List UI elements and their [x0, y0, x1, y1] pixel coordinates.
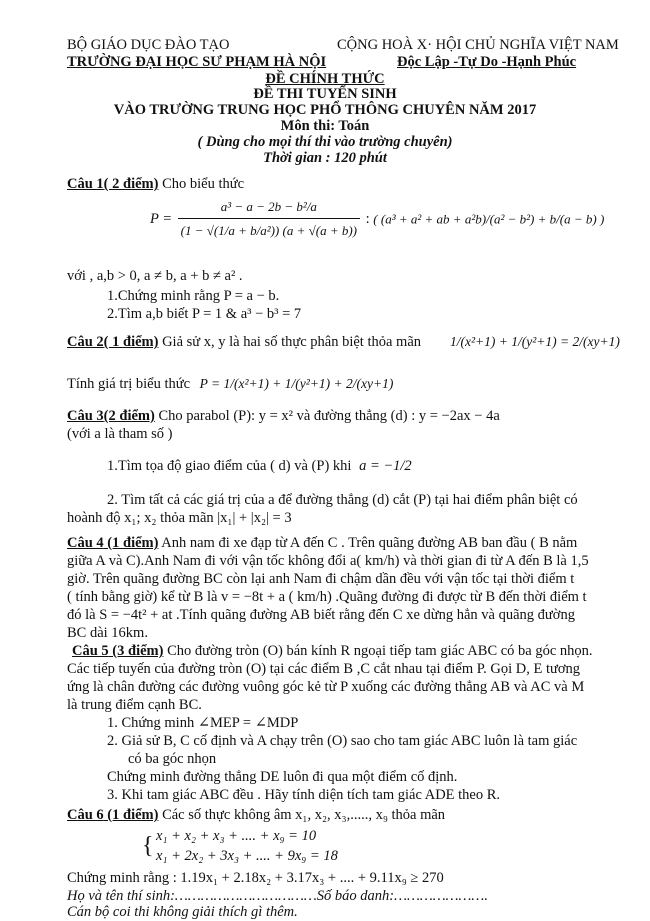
question-2-compute-label: Tính giá trị biểu thức	[67, 376, 191, 392]
question-2-condition: 1/(x²+1) + 1/(y²+1) = 2/(xy+1)	[450, 334, 620, 349]
question-3-item-1-text: 1.Tìm tọa độ giao điểm của ( d) và (P) khi	[107, 458, 352, 474]
exam-time: Thời gian : 120 phút	[263, 150, 387, 166]
system-brace: {	[142, 833, 154, 859]
question-3-a-value: a = −1/2	[359, 458, 412, 474]
question-3-heading	[67, 408, 500, 425]
question-1-condition: với , a,b > 0, a ≠ b, a + b ≠ a² .	[67, 268, 243, 284]
question-1-label: Câu 1	[67, 176, 104, 192]
exam-title: ĐỀ THI TUYỂN SINH	[253, 86, 397, 102]
formula-p-lhs: P =	[150, 211, 173, 227]
ministry-name: BỘ GIÁO DỤC ĐÀO TẠO	[67, 37, 230, 53]
question-5-item-2c: Chứng minh đường thẳng DE luôn đi qua một điểm cố định.	[107, 769, 458, 785]
question-2-text: Giả sử x, y là hai số thực phân biệt thỏa mãn	[158, 334, 422, 350]
question-4-points: (1 điểm)	[103, 535, 159, 551]
official-label: ĐỀ CHÍNH THỨC	[265, 71, 385, 87]
question-2-label: Câu 2	[67, 334, 104, 350]
question-5-line-4: là trung điểm cạnh BC.	[67, 697, 202, 713]
question-5-points: (3 điểm)	[108, 643, 164, 659]
question-6-label: Câu 6	[67, 807, 104, 823]
formula-p-rhs: ( (a³ + a² + ab + a²b)/(a² − b²) + b/(a − b) )	[373, 211, 605, 227]
question-5-line-3: ứng là chân đường các đường vuông góc kẻ từ P xuống các đường thẳng AB và AC và M	[67, 679, 585, 695]
question-6-points: (1 điểm)	[103, 807, 159, 823]
formula-p-numerator: a³ − a − 2b − b²/a	[178, 196, 360, 219]
question-4-line-2: giữa A và C).Anh Nam đi với vận tốc không đổi a( km/h) và thời gian đi từ A đến B là 1,5	[67, 553, 589, 569]
question-5-item-2b: có ba góc nhọn	[128, 751, 217, 767]
candidate-info-line: Họ và tên thí sinh:……………………………Số báo danh:………………….	[67, 888, 488, 904]
formula-p-denominator: (1 − √(1/a + b/a²)) (a + √(a + b))	[180, 223, 358, 238]
question-3-param: (với a là tham số )	[67, 426, 173, 442]
question-5-line-2: Các tiếp tuyến của đường tròn (O) tại các điểm B ,C cắt nhau tại điểm P. Gọi D, E tương	[67, 661, 581, 677]
question-6-text: Các số thực không âm x₁, x₂, x₃,....., x₉ thỏa mãn	[158, 807, 446, 823]
question-3-item-2b: hoành độ x₁; x₂ thỏa mãn |x₁| + |x₂| = 3	[67, 510, 292, 526]
question-5-item-1: 1. Chứng minh ∠MEP = ∠MDP	[107, 715, 299, 731]
university-name: TRƯỜNG ĐẠI HỌC SƯ PHẠM HÀ NỘI	[67, 54, 327, 70]
question-4-heading	[67, 535, 577, 552]
question-5-line-1: Cho đường tròn (O) bán kính R ngoại tiếp tam giác ABC có ba góc nhọn.	[163, 643, 593, 659]
question-5-label: Câu 5	[72, 643, 109, 659]
formula-p-colon: :	[365, 211, 370, 227]
question-5-item-2a: 2. Giả sử B, C cố định và A chạy trên (O) sao cho tam giác ABC luôn là tam giác	[107, 733, 578, 749]
question-4-line-4: ( tính bằng giờ) kể từ B là v = −8t + a ( km/h) .Quãng đường đi được từ B đến thời điểm t	[67, 589, 587, 605]
exam-note: ( Dùng cho mọi thí thi vào trường chuyên)	[197, 134, 453, 150]
question-6-equation-2: x₁ + 2x₂ + 3x₃ + .... + 9x₉ = 18	[156, 848, 338, 864]
question-2-points: ( 1 điểm)	[103, 334, 159, 350]
proctor-note: Cán bộ coi thi không giải thích gì thêm.	[67, 904, 298, 920]
question-6-equation-1: x₁ + x₂ + x₃ + .... + x₉ = 10	[156, 828, 317, 844]
question-2-expression: P = 1/(x²+1) + 1/(y²+1) + 2/(xy+1)	[199, 376, 394, 391]
question-5-heading	[72, 643, 593, 660]
question-4-line-1: Anh nam đi xe đạp từ A đến C . Trên quãng đường AB ban đầu ( B nằm	[158, 535, 578, 551]
country-name: CỘNG HOÀ X· HỘI CHỦ NGHĨA VIỆT NAM	[337, 37, 619, 53]
question-2-compute	[67, 376, 393, 393]
question-3-item-1	[107, 458, 412, 475]
school-title: VÀO TRƯỜNG TRUNG HỌC PHỔ THÔNG CHUYÊN NĂM 2017	[113, 102, 537, 118]
question-6-heading	[67, 807, 445, 824]
question-3-points: (2 điểm)	[103, 408, 155, 424]
question-3-text: Cho parabol (P): y = x² và đường thẳng (d) : y = −2ax − 4a	[154, 408, 500, 424]
question-6-prove: Chứng minh rằng : 1.19x₁ + 2.18x₂ + 3.17x₃ + .... + 9.11x₉ ≥ 270	[67, 870, 444, 886]
question-1-points: ( 2 điểm)	[103, 176, 159, 192]
question-4-line-6: BC dài 16km.	[67, 625, 148, 641]
question-1-item-2: 2.Tìm a,b biết P = 1 & a³ − b³ = 7	[107, 306, 302, 322]
question-3-item-2a: 2. Tìm tất cả các giá trị của a để đường thẳng (d) cắt (P) tại hai điểm phân biệt có	[107, 492, 578, 508]
question-4-line-5: đó là S = −4t² + at .Tính quãng đường AB biết rằng đến C xe dừng hẳn và quãng đường	[67, 607, 575, 623]
formula-p-main-fraction	[178, 196, 360, 243]
question-5-item-3: 3. Khi tam giác ABC đều . Hãy tính diện tích tam giác ADE theo R.	[107, 787, 501, 803]
question-4-label: Câu 4	[67, 535, 104, 551]
motto: Độc Lập -Tự Do -Hạnh Phúc	[397, 54, 577, 70]
subject: Môn thi: Toán	[280, 118, 370, 134]
question-1-intro: Cho biểu thức	[158, 176, 245, 192]
question-1-item-1: 1.Chứng minh rằng P = a − b.	[107, 288, 280, 304]
formula-p	[150, 196, 604, 266]
question-3-label: Câu 3	[67, 408, 104, 424]
question-1-heading	[67, 176, 244, 193]
question-2-heading	[67, 334, 421, 351]
question-4-line-3: giờ. Trên quãng đường BC còn lại anh Nam đi chậm dần đều với vận tốc tại thời điểm t	[67, 571, 575, 587]
